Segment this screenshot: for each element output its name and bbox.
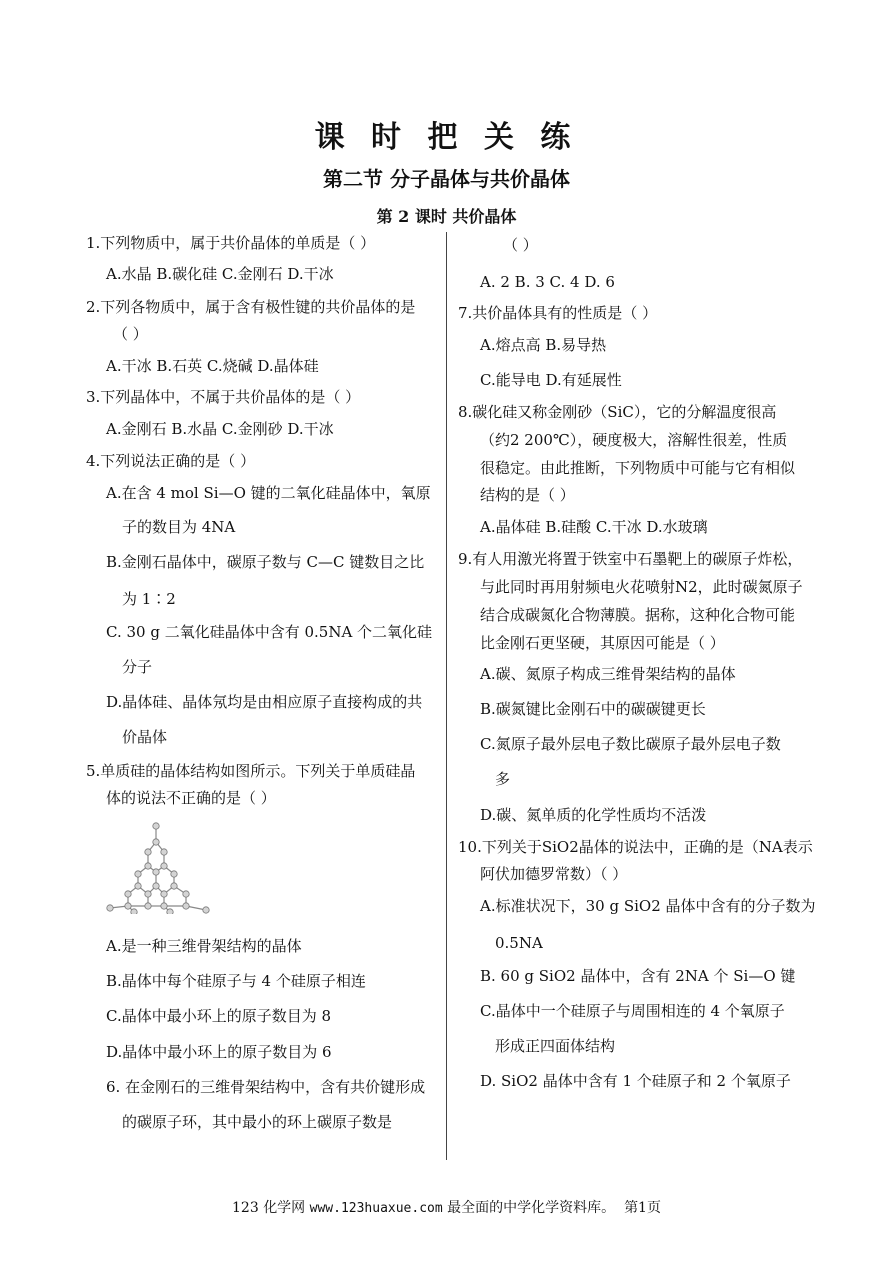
- question-line: 的碳原子环，其中最小的环上碳原子数是: [122, 1113, 393, 1131]
- question-line: （ ）: [503, 236, 538, 254]
- question-line: 比金刚石更坚硬，其原因可能是（ ）: [480, 634, 725, 652]
- question-line: A.干冰 B.石英 C.烧碱 D.晶体硅: [106, 357, 319, 375]
- footer-site: 123 化学网: [232, 1200, 306, 1216]
- question-line: C.氮原子最外层电子数比碳原子最外层电子数: [480, 735, 781, 753]
- question-line: 7.共价晶体具有的性质是（ ）: [458, 304, 658, 322]
- question-line: B.金刚石晶体中，碳原子数与 C—C 键数目之比: [106, 553, 425, 571]
- question-line: 为 1∶2: [122, 590, 176, 608]
- question-line: D.晶体中最小环上的原子数目为 6: [106, 1043, 332, 1061]
- question-line: 子的数目为 4NA: [122, 518, 236, 536]
- column-divider: [446, 232, 447, 1160]
- question-line: A.水晶 B.碳化硅 C.金刚石 D.干冰: [106, 265, 334, 283]
- question-line: 3.下列晶体中，不属于共价晶体的是（ ）: [86, 388, 361, 406]
- question-line: 结合成碳氮化合物薄膜。据称，这种化合物可能: [480, 606, 796, 624]
- page-title: 课 时 把 关 练: [314, 120, 579, 155]
- question-line: A.碳、氮原子构成三维骨架结构的晶体: [480, 665, 736, 683]
- question-line: D.碳、氮单质的化学性质均不活泼: [480, 806, 707, 824]
- question-line: 与此同时再用射频电火花喷射N2，此时碳氮原子: [480, 578, 803, 596]
- lesson-heading: 第 2 课时 共价晶体: [376, 207, 517, 226]
- question-line: （ ）: [113, 325, 148, 343]
- question-line: A.熔点高 B.易导热: [480, 336, 607, 354]
- silicon-crystal-structure-icon: [104, 822, 214, 914]
- question-line: 5.单质硅的晶体结构如图所示。下列关于单质硅晶: [86, 762, 416, 780]
- footer-url[interactable]: www.123huaxue.com: [309, 1201, 443, 1216]
- page-footer: [0, 1197, 893, 1217]
- question-line: 1.下列物质中，属于共价晶体的单质是（ ）: [86, 234, 376, 252]
- question-line: 结构的是（ ）: [480, 486, 575, 504]
- question-line: A. 2 B. 3 C. 4 D. 6: [480, 273, 615, 291]
- question-line: A.在含 4 mol Si—O 键的二氧化硅晶体中，氧原: [106, 484, 431, 502]
- question-line: D. SiO2 晶体中含有 1 个硅原子和 2 个氧原子: [480, 1072, 791, 1090]
- footer-page-number: 第1页: [624, 1200, 661, 1216]
- question-line: B.碳氮键比金刚石中的碳碳键更长: [480, 700, 706, 718]
- footer-slogan: 最全面的中学化学资料库。: [447, 1200, 616, 1216]
- question-line: A.是一种三维骨架结构的晶体: [106, 937, 302, 955]
- question-line: 10.下列关于SiO2晶体的说法中，正确的是（NA表示: [458, 838, 813, 856]
- question-line: C.晶体中一个硅原子与周围相连的 4 个氧原子: [480, 1002, 785, 1020]
- question-line: 2.下列各物质中，属于含有极性键的共价晶体的是: [86, 298, 416, 316]
- question-line: B. 60 g SiO2 晶体中，含有 2NA 个 Si—O 键: [480, 967, 796, 985]
- question-line: 9.有人用激光将置于铁室中石墨靶上的碳原子炸松，: [458, 550, 803, 568]
- question-line: C.晶体中最小环上的原子数目为 8: [106, 1007, 332, 1025]
- question-line: （约2 200℃），硬度极大，溶解性很差，性质: [480, 431, 788, 449]
- question-line: A.金刚石 B.水晶 C.金刚砂 D.干冰: [106, 420, 334, 438]
- question-line: C.能导电 D.有延展性: [480, 371, 622, 389]
- question-line: 6. 在金刚石的三维骨架结构中，含有共价键形成: [106, 1078, 426, 1096]
- question-line: 0.5NA: [495, 934, 543, 952]
- question-line: D.晶体硅、晶体氖均是由相应原子直接构成的共: [106, 693, 423, 711]
- section-subtitle: 第二节 分子晶体与共价晶体: [323, 167, 570, 191]
- question-line: 多: [495, 770, 511, 788]
- question-line: C. 30 g 二氧化硅晶体中含有 0.5NA 个二氧化硅: [106, 623, 433, 641]
- question-line: 体的说法不正确的是（ ）: [106, 789, 276, 807]
- question-line: 分子: [122, 658, 153, 676]
- question-line: 4.下列说法正确的是（ ）: [86, 452, 256, 470]
- question-line: 8.碳化硅又称金刚砂（SiC），它的分解温度很高: [458, 403, 777, 421]
- question-line: 阿伏加德罗常数）（ ）: [480, 865, 628, 883]
- question-line: 价晶体: [122, 728, 168, 746]
- question-line: 形成正四面体结构: [495, 1037, 616, 1055]
- question-line: A.晶体硅 B.硅酸 C.干冰 D.水玻璃: [480, 518, 708, 536]
- question-line: B.晶体中每个硅原子与 4 个硅原子相连: [106, 972, 366, 990]
- question-line: A.标准状况下，30 g SiO2 晶体中含有的分子数为: [480, 897, 816, 915]
- question-line: 很稳定。由此推断，下列物质中可能与它有相似: [480, 459, 796, 477]
